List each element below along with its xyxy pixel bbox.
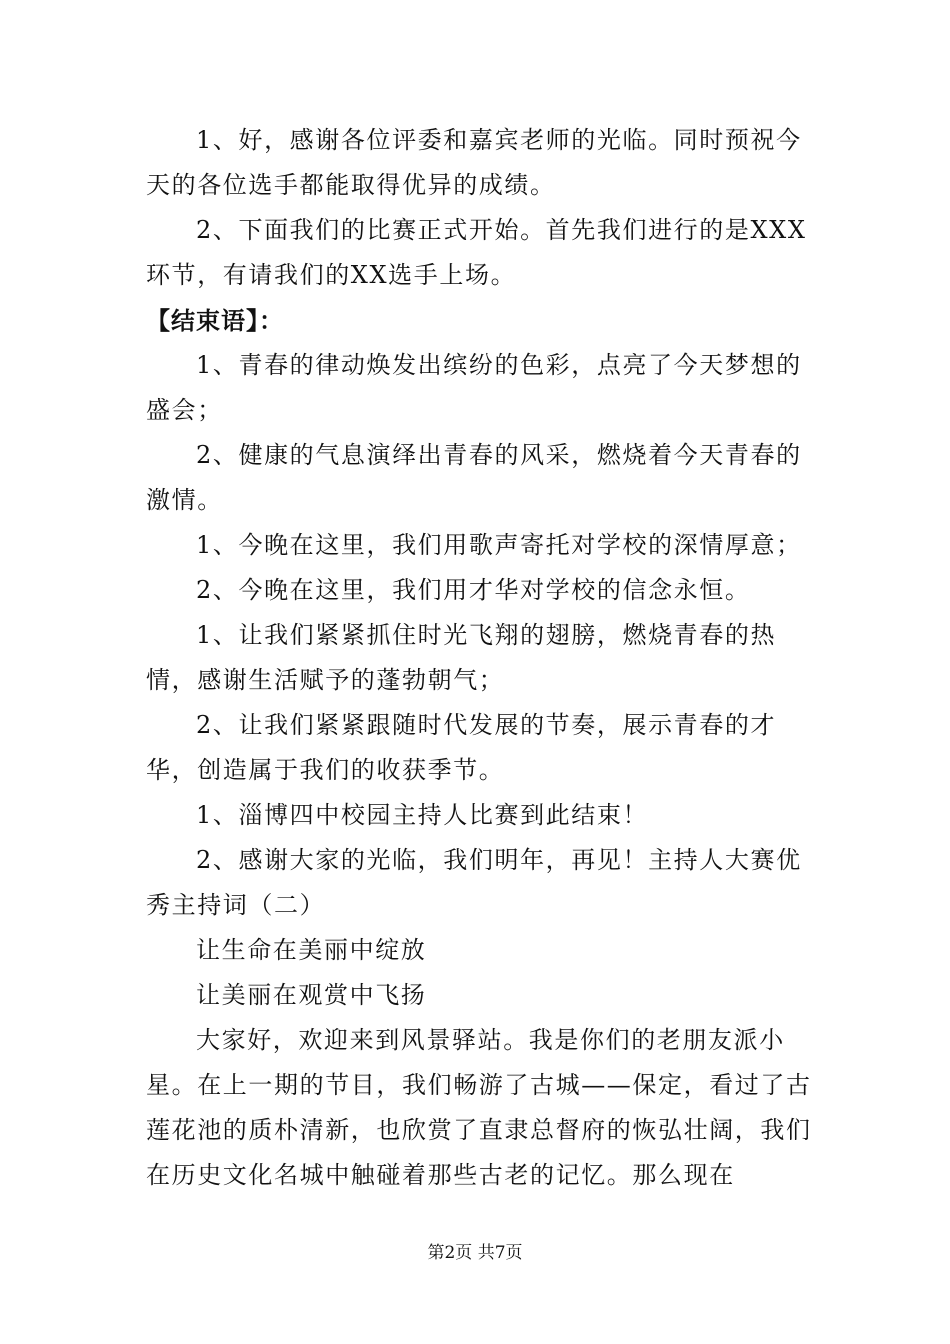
paragraph: 大家好，欢迎来到风景驿站。我是你们的老朋友派小星。在上一期的节目，我们畅游了古城——保定，看过了古莲花池的质朴清新，也欣赏了直隶总督府的恢弘壮阔，我们在历史文化名城中触碰着那些古老的记忆。那么现在 <box>146 1026 812 1189</box>
page-footer: 第2页 共7页 <box>427 1243 523 1263</box>
paragraph: 2、健康的气息演绎出青春的风采，燃烧着今天青春的激情。 <box>146 441 802 514</box>
section-heading: 【结束语】： <box>146 306 284 335</box>
paragraph: 2、今晚在这里，我们用才华对学校的信念永恒。 <box>196 576 751 604</box>
paragraph: 1、让我们紧紧抓住时光飞翔的翅膀，燃烧青春的热情，感谢生活赋予的蓬勃朝气； <box>146 621 777 694</box>
paragraph: 1、青春的律动焕发出缤纷的色彩，点亮了今天梦想的盛会； <box>146 351 802 424</box>
paragraph: 1、淄博四中校园主持人比赛到此结束！ <box>196 801 649 829</box>
paragraph: 2、让我们紧紧跟随时代发展的节奏，展示青春的才华，创造属于我们的收获季节。 <box>146 711 777 784</box>
document-body <box>146 118 826 1198</box>
paragraph: 2、下面我们的比赛正式开始。首先我们进行的是XXX环节，有请我们的XX选手上场。 <box>146 216 807 289</box>
paragraph: 让生命在美丽中绽放 <box>196 936 427 964</box>
paragraph: 让美丽在观赏中飞扬 <box>196 981 427 1009</box>
paragraph: 1、好，感谢各位评委和嘉宾老师的光临。同时预祝今天的各位选手都能取得优异的成绩。 <box>146 126 802 199</box>
paragraph: 1、今晚在这里，我们用歌声寄托对学校的深情厚意； <box>196 531 802 559</box>
paragraph: 2、感谢大家的光临，我们明年，再见！主持人大赛优秀主持词（二） <box>146 846 802 919</box>
